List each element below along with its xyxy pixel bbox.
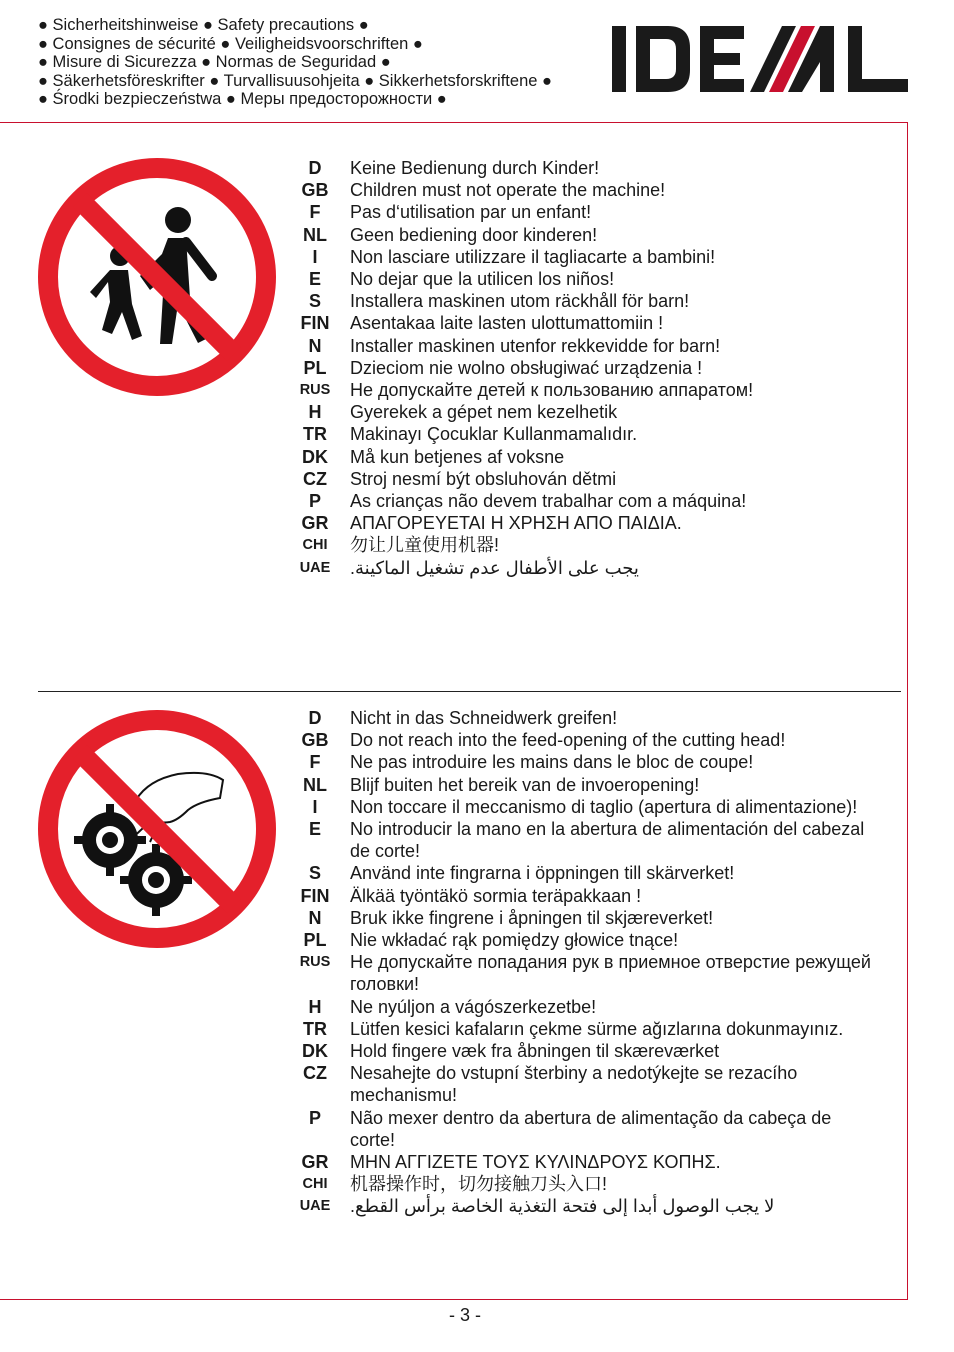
language-code: H <box>308 996 322 1017</box>
list-item <box>290 201 880 223</box>
warning-text: Nesahejte do vstupní šterbiny a nedotýkejte se rezacího mechanismu! <box>350 1063 798 1106</box>
list-item <box>290 423 880 445</box>
list-item <box>290 401 880 423</box>
list-item <box>290 224 880 246</box>
warning-text: Ne nyúljon a vágószerkezetbe! <box>350 996 597 1017</box>
list-item <box>290 929 880 951</box>
list-item <box>290 796 880 818</box>
list-item <box>290 707 880 729</box>
language-code: N <box>308 907 322 928</box>
language-code: F <box>309 752 321 773</box>
list-item <box>290 907 880 929</box>
list-item <box>290 751 880 773</box>
children-warning-list <box>290 157 880 579</box>
warning-text: Makinayı Çocuklar Kullanmamalıdır. <box>350 424 638 445</box>
warning-text: 勿让儿童使用机器! <box>350 535 500 556</box>
list-item <box>290 179 880 201</box>
warning-text: ΜΗΝ ΑΓΓΙΖΕΤΕ ΤΟΥΣ ΚΥΛΙΝΔΡΟΥΣ ΚΟΠΗΣ. <box>350 1152 721 1173</box>
warning-text: As crianças não devem trabalhar com a máquina! <box>350 491 747 512</box>
warning-text: Children must not operate the machine! <box>350 180 666 201</box>
warning-text: Não mexer dentro da abertura de alimentação da cabeça de corte! <box>350 1107 832 1150</box>
list-item <box>290 774 880 796</box>
language-code: F <box>309 202 321 223</box>
no-children-icon <box>38 158 276 396</box>
warning-text: ΑΠΑΓΟΡΕΥΕΤΑΙ Η ΧΡΗΣΗ ΑΠΟ ΠΑΙΔΙΑ. <box>350 513 682 534</box>
header-language-list <box>38 16 552 109</box>
warning-text: لا يجب الوصول أبدا إلى فتحة التغذية الخاصة برأس القطع. <box>350 1196 775 1217</box>
header-line: ● Säkerhetsföreskrifter ● Turvallisuusohjeita ● Sikkerhetsforskriftene ● <box>38 71 552 90</box>
warning-text: Använd inte fingrarna i öppningen till skärverket! <box>350 863 735 884</box>
header-line: ● Misure di Sicurezza ● Normas de Seguridad ● <box>38 53 391 71</box>
cutting-head-warning-list <box>290 707 880 1218</box>
language-code: DK <box>302 446 328 467</box>
warning-text: Installera maskinen utom räckhåll för barn! <box>350 291 690 312</box>
language-code: CZ <box>303 1063 327 1084</box>
warning-text: Non toccare il meccanismo di taglio (apertura di alimentazione)! <box>350 796 858 817</box>
language-code: I <box>312 796 318 817</box>
warning-text: Nicht in das Schneidwerk greifen! <box>350 708 618 728</box>
list-item <box>290 885 880 907</box>
list-item <box>290 729 880 751</box>
language-code: TR <box>303 1018 327 1039</box>
list-item <box>290 862 880 884</box>
list-item <box>290 468 880 490</box>
list-item <box>290 379 880 401</box>
language-code: FIN <box>300 313 330 334</box>
list-item <box>290 157 880 179</box>
warning-text: Keine Bedienung durch Kinder! <box>350 158 600 178</box>
warning-text: Dzieciom nie wolno obsługiwać urządzenia ! <box>350 357 703 378</box>
list-item <box>290 557 880 579</box>
header-line: ● Środki bezpieczeństwa ● Меры предосторожности ● <box>38 90 447 108</box>
list-item <box>290 1173 880 1195</box>
language-code: TR <box>303 424 327 445</box>
language-code: S <box>308 863 321 884</box>
language-code: H <box>308 402 322 423</box>
language-code: GB <box>301 180 329 201</box>
list-item <box>290 1062 880 1106</box>
language-code: RUS <box>299 954 331 971</box>
language-code: RUS <box>299 382 331 399</box>
warning-text: Gyerekek a gépet nem kezelhetik <box>350 402 618 423</box>
warning-text: Lütfen kesici kafaların çekme sürme ağızlarına dokunmayınız. <box>350 1018 844 1039</box>
list-item <box>290 1107 880 1151</box>
warning-text: Ne pas introduire les mains dans le bloc de coupe! <box>350 752 754 773</box>
warning-text: Pas d‘utilisation par un enfant! <box>350 202 592 223</box>
section-divider <box>38 691 901 692</box>
language-code: S <box>308 291 321 312</box>
warning-text: Bruk ikke fingrene i åpningen til skjæreverket! <box>350 907 714 928</box>
list-item <box>290 335 880 357</box>
language-code: GR <box>301 1152 329 1173</box>
warning-text: Stroj nesmí být obsluhován dětmi <box>350 468 617 489</box>
warning-text: يجب على الأطفال عدم تشغيل الماكينة. <box>350 557 639 578</box>
list-item <box>290 1018 880 1040</box>
list-item <box>290 290 880 312</box>
list-item <box>290 512 880 534</box>
warning-text: Geen bediening door kinderen! <box>350 224 598 245</box>
header-line: ● Consignes de sécurité ● Veiligheidsvoorschriften ● <box>38 34 423 53</box>
list-item <box>290 1195 880 1217</box>
warning-text: Non lasciare utilizzare il tagliacarte a bambini! <box>350 246 716 267</box>
header-line: ● Sicherheitshinweise ● Safety precautions ● <box>38 16 369 34</box>
warning-text: Hold fingere væk fra åbningen til skæreværket <box>350 1041 720 1062</box>
language-code: CHI <box>302 1176 328 1193</box>
list-item <box>290 490 880 512</box>
warning-text: No introducir la mano en la abertura de alimentación del cabezal de corte! <box>350 819 865 862</box>
language-code: D <box>308 708 322 728</box>
list-item <box>290 818 880 862</box>
language-code: CHI <box>302 537 328 554</box>
list-item <box>290 312 880 334</box>
list-item <box>290 268 880 290</box>
warning-text: Asentakaa laite lasten ulottumattomiin ! <box>350 313 664 334</box>
warning-text: No dejar que la utilicen los niños! <box>350 269 615 290</box>
language-code: CZ <box>303 468 327 489</box>
language-code: PL <box>303 930 327 951</box>
list-item <box>290 996 880 1018</box>
language-code: GR <box>301 513 329 534</box>
list-item <box>290 246 880 268</box>
language-code: E <box>308 819 321 840</box>
language-code: NL <box>303 224 327 245</box>
warning-text: Nie wkładać rąk pomiędzy głowice tnące! <box>350 930 679 951</box>
language-code: DK <box>302 1041 328 1062</box>
list-item <box>290 1040 880 1062</box>
warning-text: 机器操作时，切勿接触刀头入口! <box>350 1174 607 1195</box>
list-item <box>290 951 880 995</box>
language-code: N <box>308 335 322 356</box>
language-code: E <box>308 269 321 290</box>
no-hands-in-cutter-icon <box>38 710 276 948</box>
language-code: D <box>308 158 322 178</box>
language-code: PL <box>303 357 327 378</box>
warning-text: Не допускайте попадания рук в приемное отверстие режущей головки! <box>350 952 871 995</box>
language-code: GB <box>301 730 329 751</box>
language-code: P <box>308 1107 321 1128</box>
language-code: UAE <box>299 1198 331 1215</box>
page-number: - 3 - <box>448 1305 481 1325</box>
warning-text: Do not reach into the feed-opening of the cutting head! <box>350 730 786 751</box>
language-code: UAE <box>299 559 331 576</box>
warning-text: Blijf buiten het bereik van de invoeropening! <box>350 774 700 795</box>
ideal-logo <box>612 24 908 94</box>
language-code: P <box>308 491 321 512</box>
language-code: NL <box>303 774 327 795</box>
list-item <box>290 357 880 379</box>
language-code: FIN <box>300 885 330 906</box>
warning-text: Installer maskinen utenfor rekkevidde for barn! <box>350 335 721 356</box>
list-item <box>290 1151 880 1173</box>
warning-text: Не допускайте детей к пользованию аппаратом! <box>350 380 754 401</box>
language-code: I <box>312 246 318 267</box>
list-item <box>290 534 880 556</box>
list-item <box>290 446 880 468</box>
warning-text: Älkää työntäkö sormia teräpakkaan ! <box>350 885 642 906</box>
warning-text: Må kun betjenes af voksne <box>350 446 565 467</box>
